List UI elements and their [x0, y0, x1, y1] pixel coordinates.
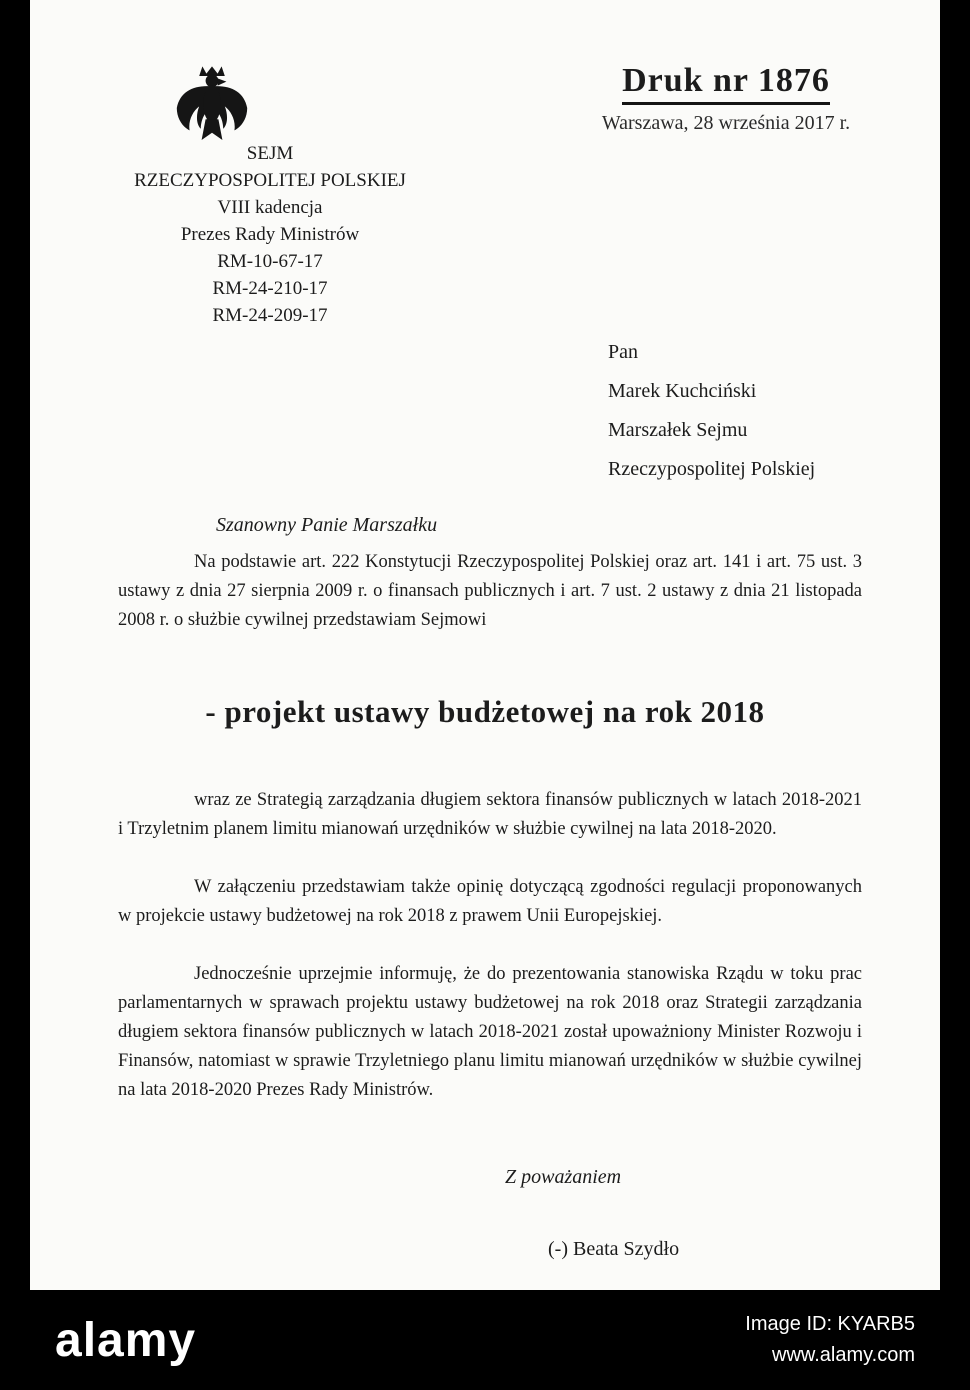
- image-id: Image ID: KYARB5: [745, 1313, 915, 1335]
- signature: (-) Beata Szydło: [548, 1238, 680, 1260]
- watermark-bar: [0, 1290, 970, 1390]
- sender-line: VIII kadencja: [217, 197, 323, 218]
- watermark-url: www.alamy.com: [772, 1344, 915, 1366]
- paragraph-eu-opinion: W załączeniu przedstawiam także opinię dotyczącą zgodności regulacji proponowanych w projekcie ustawy budżetowej na rok 2018 z prawem Unii Europejskiej.: [118, 877, 862, 926]
- sender-block: [96, 140, 444, 329]
- recipient-line: Pan: [608, 341, 638, 363]
- recipient-line: Rzeczypospolitej Polskiej: [608, 458, 816, 480]
- sender-ref-number: RM-10-67-17: [217, 251, 323, 272]
- sender-line: Prezes Rady Ministrów: [180, 224, 360, 245]
- salutation: Szanowny Panie Marszałku: [216, 514, 438, 536]
- alamy-logo: alamy: [55, 1313, 197, 1367]
- document-title: - projekt ustawy budżetowej na rok 2018: [205, 694, 765, 729]
- closing-phrase: Z poważaniem: [505, 1166, 622, 1188]
- letter-page: [30, 0, 940, 1290]
- sender-line: RZECZYPOSPOLITEJ POLSKIEJ: [134, 170, 406, 191]
- recipient-block: [608, 333, 815, 489]
- document-header: [558, 62, 894, 135]
- sender-ref-number: RM-24-209-17: [212, 305, 328, 326]
- paragraph-authorization: Jednocześnie uprzejmie informuję, że do prezentowania stanowiska Rządu w toku prac parlamentarnych w sprawach projektu ustawy budżetowej na rok 2018 oraz Strategii zarządzania długiem sektora finansów publicznych w latach 2018-2021 został upoważniony Minister Rozwoju i Finansów, natomiast w sprawie Trzyletniego planu limitu mianowań urzędników w służbie cywilnej na lata 2018-2020 Prezes Rady Ministrów.: [118, 964, 862, 1100]
- polish-eagle-emblem-icon: [170, 60, 254, 148]
- paragraph-legal-basis: Na podstawie art. 222 Konstytucji Rzeczypospolitej Polskiej oraz art. 141 i art. 75 ust. 3 ustawy z dnia 27 sierpnia 2009 r. o finansach publicznych i art. 7 ust. 2 ustawy z dnia 21 listopada 2008 r. o służbie cywilnej przedstawiam Sejmowi: [118, 552, 862, 630]
- paragraph-attachments: wraz ze Strategią zarządzania długiem sektora finansów publicznych w latach 2018-2021 i Trzyletnim planem limitu mianowań urzędników w służbie cywilnej na lata 2018-2020.: [118, 790, 862, 839]
- recipient-line: Marszałek Sejmu: [608, 419, 748, 441]
- sender-ref-number: RM-24-210-17: [212, 278, 328, 299]
- place-date: Warszawa, 28 września 2017 r.: [601, 112, 851, 134]
- sender-line: SEJM: [246, 143, 294, 164]
- druk-number: Druk nr 1876: [622, 62, 830, 105]
- watermark-info: [745, 1309, 915, 1371]
- recipient-line: Marek Kuchciński: [608, 380, 757, 402]
